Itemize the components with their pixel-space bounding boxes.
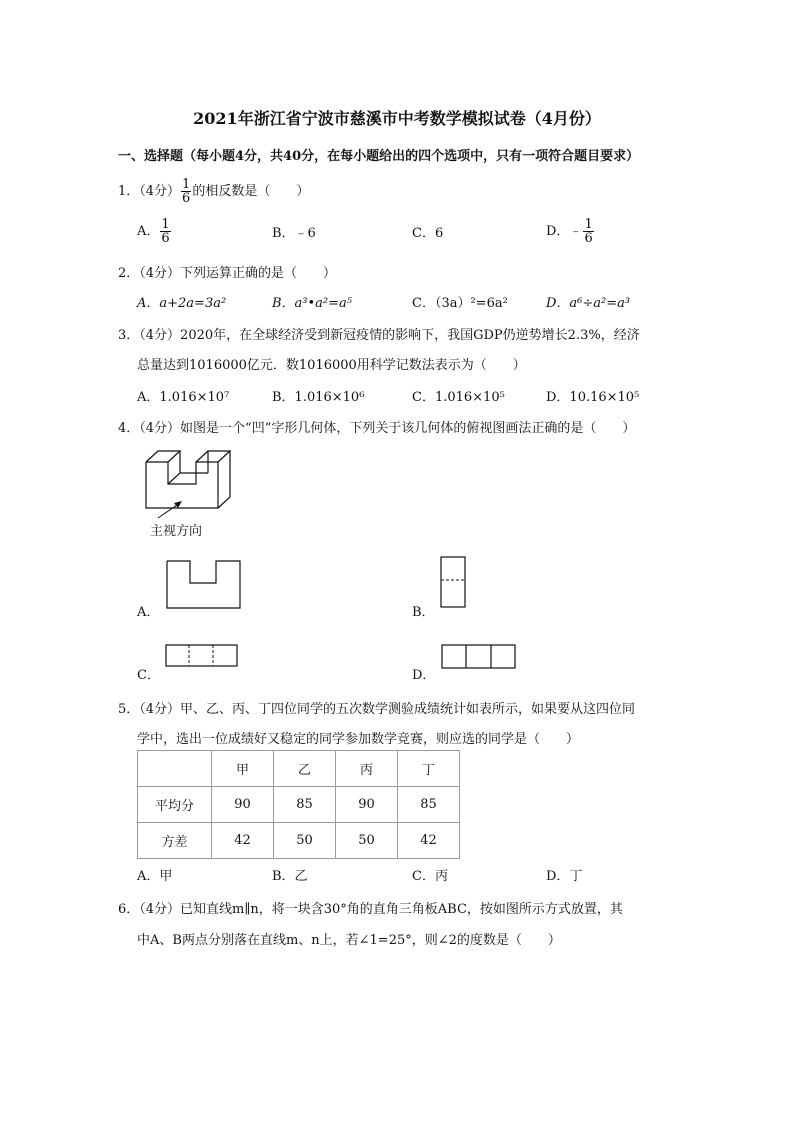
question-2: 2．（4分）下列运算正确的是（ ） [118,266,337,281]
q1-option-d [546,218,595,245]
question-5-line-2: 学中，选出一位成绩好又稳定的同学参加数学竞赛，则应选的同学是（ ） [137,732,580,747]
table-cell: 甲 [212,751,274,787]
table-cell [138,751,212,787]
q1-a-den: 6 [161,231,170,246]
q4-option-b-figure[interactable] [440,556,466,608]
section-heading: 一、选择题（每小题4分，共40分，在每小题给出的四个选项中，只有一项符合题目要求） [118,149,640,164]
table-cell: 50 [336,823,398,859]
table-row [138,823,460,859]
q1-d-den: 6 [584,231,593,246]
q1-suffix: 的相反数是（ ） [192,184,310,199]
table-cell: 90 [212,787,274,823]
q1-d-num: 1 [584,217,593,232]
q5-option-b: B．乙 [272,869,308,884]
q3-option-a: A．1.016×10⁷ [137,390,230,405]
q1-a-num: 1 [161,217,170,232]
front-view-caption: 主视方向 [150,524,203,539]
question-3-line-2: 总量达到1016000亿元．数1016000用科学记数法表示为（ ） [137,358,526,373]
q4-option-d-label: D． [412,668,436,683]
q4-option-b-label: B． [412,605,435,620]
q5-option-c: C．丙 [412,869,448,884]
q4-option-a-figure[interactable] [166,560,242,610]
table-cell: 丁 [398,751,460,787]
q4-option-c-label: C． [137,668,160,683]
q1-frac-num: 1 [182,177,191,192]
q1-prefix: 1．（4分） [118,184,181,199]
q1-a-label: A． [137,224,160,239]
table-cell: 85 [274,787,336,823]
table-cell: 50 [274,823,336,859]
q1-d-label: D．﹣ [546,224,583,239]
q1-frac-den: 6 [182,191,191,206]
question-1 [118,178,309,205]
page-title: 2021年浙江省宁波市慈溪市中考数学模拟试卷（4月份） [193,109,601,128]
table-cell: 85 [398,787,460,823]
question-4: 4．（4分）如图是一个“凹”字形几何体，下列关于该几何体的俯视图画法正确的是（ ） [118,421,636,436]
q2-option-a: A．a+2a=3a² [137,296,227,311]
table-cell: 丙 [336,751,398,787]
q2-option-c: C．（3a）²=6a² [412,296,508,311]
q4-option-d-figure[interactable] [441,644,517,670]
question-5-line-1: 5．（4分）甲、乙、丙、丁四位同学的五次数学测验成绩统计如表所示，如果要从这四位同 [118,702,636,717]
question-6-line-1: 6．（4分）已知直线m∥n，将一块含30°角的直角三角板ABC，按如图所示方式放置，其 [118,902,623,917]
table-row [138,787,460,823]
table-cell: 平均分 [138,787,212,823]
q2-option-b: B．a³•a²=a⁵ [272,296,352,311]
q4-option-a-label: A． [137,605,160,620]
q1-option-c: C．6 [412,226,444,241]
q1-fraction [181,178,191,205]
q3-option-c: C．1.016×10⁵ [412,390,505,405]
table-cell: 42 [212,823,274,859]
q5-option-a: A．甲 [137,869,173,884]
direction-arrow [150,500,200,520]
q4-option-c-figure[interactable] [165,644,239,668]
question-3-line-1: 3．（4分）2020年，在全球经济受到新冠疫情的影响下，我国GDP仍逆势增长2.3%，经济 [118,328,640,343]
table-cell: 乙 [274,751,336,787]
q3-option-d: D．10.16×10⁵ [546,390,640,405]
q1-option-a [137,218,172,245]
table-cell: 42 [398,823,460,859]
score-table [137,750,460,859]
table-cell: 方差 [138,823,212,859]
q2-option-d: D．a⁶÷a²=a³ [546,296,631,311]
q3-option-b: B．1.016×10⁶ [272,390,365,405]
table-cell: 90 [336,787,398,823]
q5-option-d: D．丁 [546,869,583,884]
table-header-row [138,751,460,787]
q1-option-b: B．﹣6 [272,226,316,241]
question-6-line-2: 中A、B两点分别落在直线m、n上，若∠1=25°，则∠2的度数是（ ） [137,933,561,948]
